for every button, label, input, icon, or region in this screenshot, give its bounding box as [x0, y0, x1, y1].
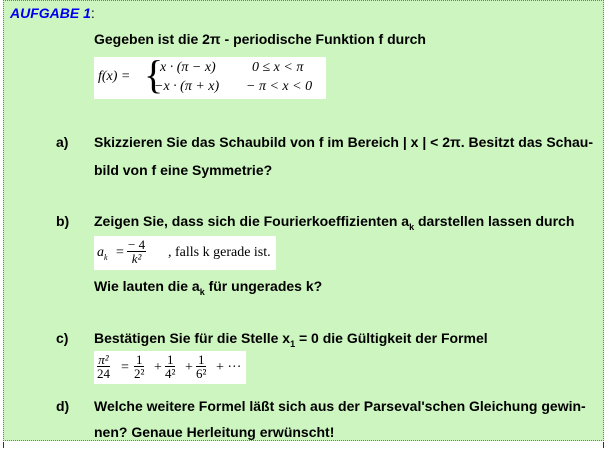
task-b-label: b): [56, 213, 70, 229]
task-b-line1: [94, 213, 574, 232]
series-term1-denominator: 2²: [134, 366, 145, 381]
formula-lhs: [97, 245, 108, 262]
formula-numerator: − 4: [128, 237, 146, 252]
case2-expression: −x · (π + x): [154, 79, 220, 94]
frame-corner-marker-left: [3, 442, 4, 448]
task-b-line2: [94, 278, 322, 297]
task-b-line1-subscript: k: [409, 221, 415, 232]
heading-colon: :: [90, 5, 95, 21]
coefficient-formula: [94, 236, 276, 270]
formula-fraction: [127, 238, 146, 265]
task-a-line2: bild von f eine Symmetrie?: [94, 162, 273, 178]
formula-equals: =: [116, 245, 124, 260]
task-c-label: c): [56, 330, 69, 346]
series-lhs-numerator: π²: [98, 352, 109, 367]
task-b-line2-text: Wie lauten die a: [94, 278, 200, 294]
task-b-line2-rest: für ungerades k?: [204, 278, 323, 294]
task-a-line1: Skizzieren Sie das Schaubild von f im Bereich | x | < 2π. Besitzt das Schau-: [94, 134, 593, 150]
series-term2-numerator: 1: [166, 352, 174, 367]
formula-condition: , falls k gerade ist.: [168, 245, 271, 260]
series-equals: =: [121, 360, 129, 375]
function-lhs: f(x) =: [98, 69, 131, 84]
task-c-line1-text: Bestätigen Sie für die Stelle x: [94, 330, 291, 346]
task-c-line1-rest: = 0 die Gültigkeit der Formel: [295, 330, 488, 346]
function-definition: [94, 52, 326, 99]
frame-corner-marker-right: [603, 442, 604, 448]
series-term3-numerator: 1: [197, 352, 205, 367]
series-plus1: +: [154, 360, 162, 375]
exercise-panel: [3, 0, 604, 441]
series-term2: [165, 353, 175, 380]
task-c-line1-subscript: 1: [290, 338, 296, 349]
formula-lhs-subscript: k: [104, 252, 108, 262]
case2-condition: − π < x < 0: [246, 79, 313, 94]
series-term1: [134, 353, 144, 380]
formula-lhs-a: a: [97, 245, 104, 260]
series-term3-denominator: 6²: [196, 366, 207, 381]
series-term2-denominator: 4²: [165, 366, 176, 381]
task-b-line1-rest: darstellen lassen durch: [414, 213, 575, 229]
task-d-label: d): [56, 398, 70, 414]
task-c-line1: [94, 330, 488, 349]
series-lhs-fraction: [97, 353, 110, 380]
heading-label: AUFGABE 1: [10, 5, 91, 21]
series-lhs-denominator: 24: [97, 366, 110, 381]
series-term3: [196, 353, 206, 380]
series-term1-numerator: 1: [135, 352, 143, 367]
exercise-heading: [10, 5, 95, 21]
series-formula: [94, 351, 246, 384]
case-brace: {: [144, 52, 164, 97]
task-d-line2: nen? Genaue Herleitung erwünscht!: [94, 424, 335, 440]
case1-expression: x · (π − x): [160, 60, 216, 75]
task-b-line1-text: Zeigen Sie, dass sich die Fourierkoeffizienten a: [94, 213, 410, 229]
intro-text: Gegeben ist die 2π - periodische Funktion f durch: [94, 31, 426, 47]
task-d-line1: Welche weitere Formel läßt sich aus der Parseval'schen Gleichung gewin-: [94, 398, 586, 414]
series-plus2: +: [185, 360, 193, 375]
case1-condition: 0 ≤ x < π: [252, 60, 304, 75]
series-tail: + ···: [216, 360, 242, 375]
task-b-line2-subscript: k: [199, 286, 205, 297]
formula-denominator: k²: [131, 251, 142, 266]
task-a-label: a): [56, 134, 69, 150]
